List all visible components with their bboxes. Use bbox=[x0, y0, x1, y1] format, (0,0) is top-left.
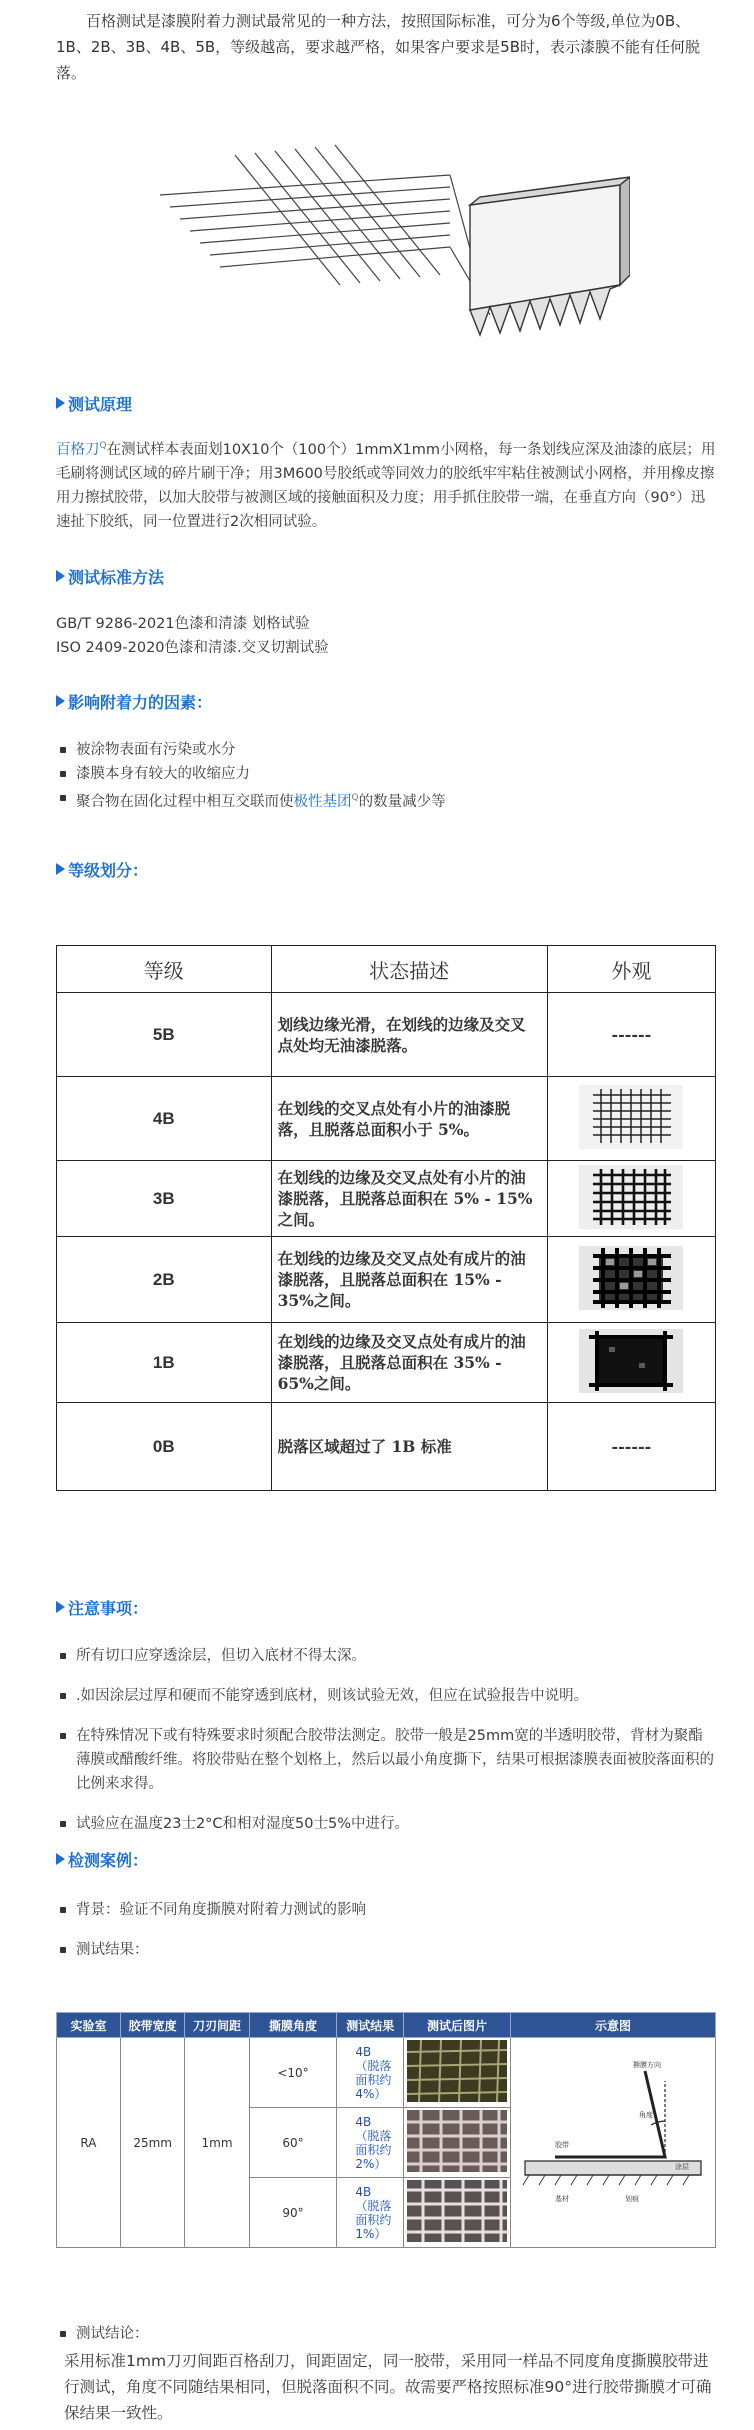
triangle-icon bbox=[56, 863, 65, 875]
diagram-label: 划痕 bbox=[625, 2196, 639, 2203]
search-icon[interactable]: Q bbox=[99, 441, 107, 451]
diagram-label: 基材 bbox=[555, 2196, 569, 2203]
principle-paragraph: 百格刀$^Q$在测试样本表面划10X10个（100个）1mmX1mm小网格，每一条划线应深及油漆的底层；用毛刷将测试区域的碎片刷干净；用3M600号胶纸或等同效力的胶纸牢牢粘住被测试小网格，并用橡皮擦用力擦拭胶带，以加大胶带与被测区域的接触面积及力度；用手抓住胶带一端，在垂直方向（90°）迅速扯下胶纸，同一位置进行2次相同试验。 bbox=[56, 441, 716, 530]
cross-cut-illustration bbox=[150, 135, 630, 365]
standard-item: ISO 2409-2020色漆和清漆.交叉切割试验 bbox=[56, 640, 329, 656]
test-photo-90deg bbox=[407, 2180, 507, 2242]
case-table bbox=[56, 2012, 716, 2248]
intro-paragraph: 百格测试是漆膜附着力测试最常见的一种方法，按照国际标准，可分为6个等级,单位为0B、1B、2B、3B、4B、5B，等级越高，要求越严格，如果客户要求是5B时，表示漆膜不能有任何脱落。 bbox=[56, 12, 701, 82]
triangle-icon bbox=[56, 570, 65, 582]
table-row: 5B 划线边缘光滑，在划线的边缘及交叉点处均无油漆脱落。 ------ bbox=[57, 993, 716, 1077]
table-row: 0B 脱落区域超过了 1B 标准 ------ bbox=[57, 1403, 716, 1491]
list-item: 聚合物在固化过程中相互交联而使极性基团$^Q$的数量减少等 bbox=[56, 786, 716, 814]
diagram-label: 撕膜方向 bbox=[633, 2062, 661, 2069]
heading-standards: 测试标准方法 bbox=[56, 565, 164, 588]
conclusion-list bbox=[56, 2322, 716, 2346]
grade-header: 外观 bbox=[547, 946, 715, 993]
polar-group-link[interactable]: 极性基团 bbox=[293, 793, 352, 810]
peel-diagram bbox=[515, 2051, 711, 2231]
heading-cases: 检测案例： bbox=[56, 1848, 148, 1871]
grid-sample-3b bbox=[579, 1165, 683, 1229]
list-item: .如因涂层过厚和硬而不能穿透到底材，则该试验无效，但应在试验报告中说明。 bbox=[56, 1684, 716, 1708]
notes-list bbox=[56, 1644, 716, 1836]
list-item: 漆膜本身有较大的收缩应力 bbox=[56, 762, 716, 786]
list-item: 试验应在温度23士2°C和相对湿度50士5%中进行。 bbox=[56, 1812, 716, 1836]
triangle-icon bbox=[56, 695, 65, 707]
conclusion-text: 采用标准1mm刀刃间距百格刮刀，间距固定，同一胶带，采用同一样品不同度角度撕膜胶带进行测试，角度不同随结果相同，但脱落面积不同。故需要严格按照标准90°进行胶带撕膜才可确保结果一致性。 bbox=[64, 2352, 712, 2422]
case-header: 撕膜角度 bbox=[249, 2013, 337, 2038]
table-row: 90° 4B （脱落面积约1%） bbox=[57, 2178, 716, 2248]
case-header: 测试后图片 bbox=[404, 2013, 511, 2038]
standards-list bbox=[56, 612, 716, 660]
heading-principle: 测试原理 bbox=[56, 392, 132, 415]
triangle-icon bbox=[56, 397, 65, 409]
case-header: 胶带宽度 bbox=[120, 2013, 184, 2038]
test-photo-10deg bbox=[407, 2040, 507, 2102]
case-header: 实验室 bbox=[57, 2013, 121, 2038]
diagram-label: 涂层 bbox=[675, 2164, 689, 2171]
heading-factors: 影响附着力的因素： bbox=[56, 690, 212, 713]
diagram-label: 角度 bbox=[639, 2112, 653, 2119]
grid-sample-2b bbox=[579, 1246, 683, 1310]
table-row: 3B 在划线的边缘及交叉点处有小片的油漆脱落，且脱落总面积在 5% - 15%之间。 bbox=[57, 1161, 716, 1237]
triangle-icon bbox=[56, 1601, 65, 1613]
diagram-label: 胶带 bbox=[555, 2142, 569, 2149]
grade-table bbox=[56, 945, 716, 1491]
cases-list bbox=[56, 1898, 716, 1962]
factors-list bbox=[56, 738, 716, 814]
table-row: 2B 在划线的边缘及交叉点处有成片的油漆脱落，且脱落总面积在 15% - 35%之间。 bbox=[57, 1237, 716, 1323]
grid-sample-4b bbox=[579, 1085, 683, 1149]
list-item: 测试结果： bbox=[56, 1938, 716, 1962]
grade-header: 状态描述 bbox=[271, 946, 547, 993]
grade-header: 等级 bbox=[57, 946, 272, 993]
case-header: 刀刃间距 bbox=[185, 2013, 249, 2038]
case-header: 示意图 bbox=[511, 2013, 716, 2038]
triangle-icon bbox=[56, 1853, 65, 1865]
table-row: RA 25mm 1mm <10° 4B （脱落面积约4%） 撕膜方向 角度 胶带 涂层 基材 划痕 bbox=[57, 2038, 716, 2108]
test-photo-60deg bbox=[407, 2110, 507, 2172]
case-header: 测试结果 bbox=[337, 2013, 404, 2038]
heading-grades: 等级划分： bbox=[56, 858, 148, 881]
grid-sample-1b bbox=[579, 1329, 683, 1393]
table-row: 1B 在划线的边缘及交叉点处有成片的油漆脱落，且脱落总面积在 35% - 65%之间。 bbox=[57, 1323, 716, 1403]
bai-ge-dao-link[interactable]: 百格刀 bbox=[56, 441, 100, 458]
heading-notes: 注意事项： bbox=[56, 1596, 148, 1619]
list-item: 背景：验证不同角度撕膜对附着力测试的影响 bbox=[56, 1898, 716, 1922]
list-item: 被涂物表面有污染或水分 bbox=[56, 738, 716, 762]
list-item: 在特殊情况下或有特殊要求时须配合胶带法测定。胶带一般是25mm宽的半透明胶带，背材为聚酯薄膜或醋酸纤维。将胶带贴在整个划格上，然后以最小角度撕下，结果可根据漆膜表面被胶落面积的比例来求得。 bbox=[56, 1724, 716, 1796]
list-item: 所有切口应穿透涂层，但切入底材不得太深。 bbox=[56, 1644, 716, 1668]
table-row: 4B 在划线的交叉点处有小片的油漆脱落，且脱落总面积小于 5%。 bbox=[57, 1077, 716, 1161]
standard-item: GB/T 9286-2021色漆和清漆 划格试验 bbox=[56, 616, 310, 632]
list-item: 测试结论： bbox=[56, 2322, 716, 2346]
search-icon[interactable]: Q bbox=[351, 793, 359, 803]
table-row: 60° 4B （脱落面积约2%） bbox=[57, 2108, 716, 2178]
